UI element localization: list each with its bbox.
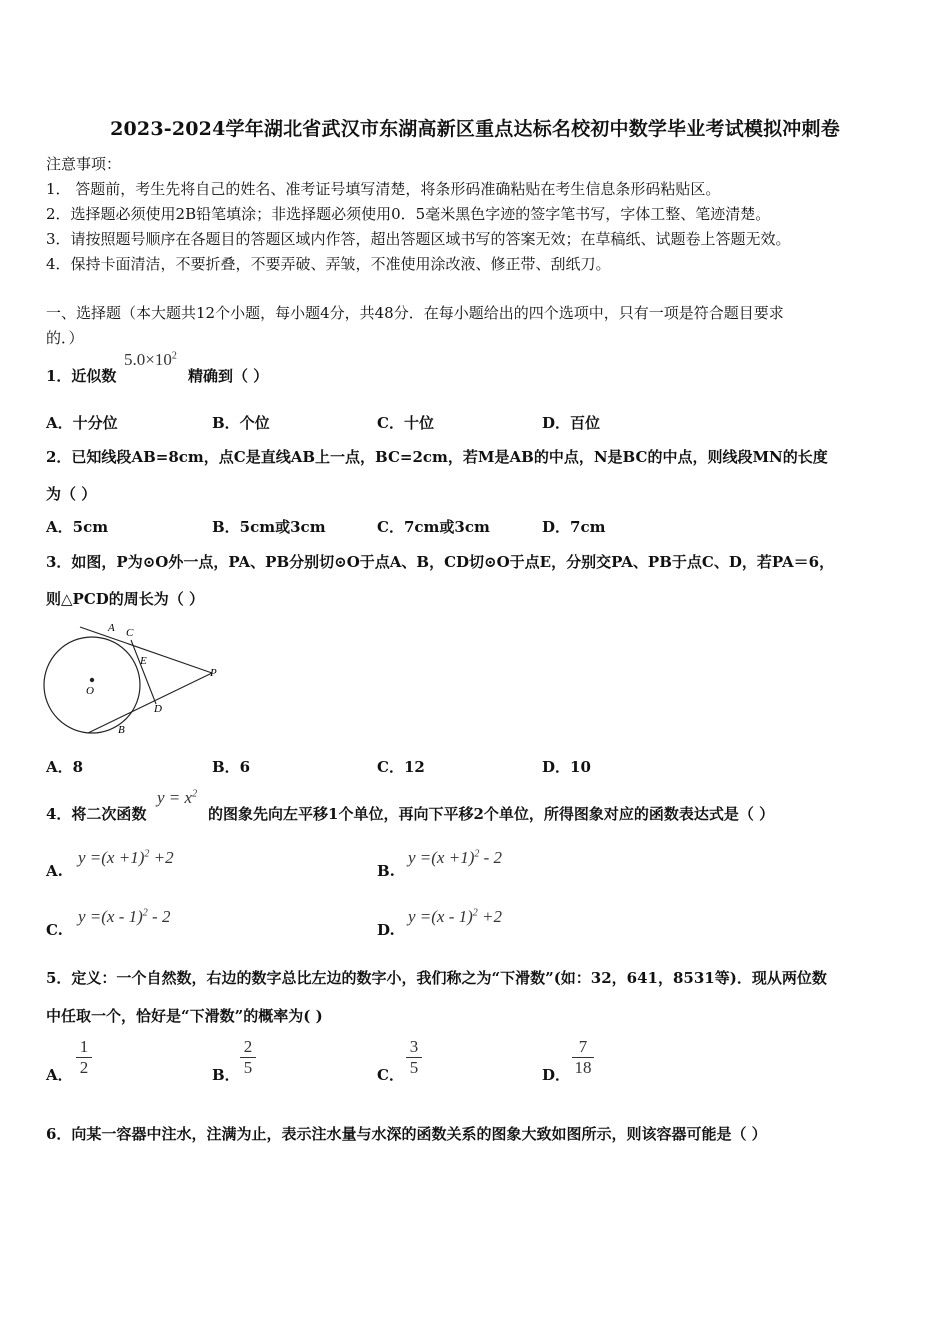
q5-option-a-label[interactable]: A． [46,1066,73,1084]
q5-option-a-fraction[interactable]: 1 2 [74,1037,94,1078]
q5-option-b-label[interactable]: B． [212,1066,240,1084]
q1-option-d[interactable]: D．百位 [542,414,601,432]
label-b: B [118,724,125,736]
q4-option-d-label[interactable]: D. [377,921,395,939]
q2-stem-cont: 为（ ） [46,485,97,503]
tangent-pb [88,673,212,733]
label-d: D [154,703,162,715]
q2-stem: 2．已知线段AB=8cm，点C是直线AB上一点，BC=2cm，若M是AB的中点，N是BC的中点，则线段MN的长度 [46,448,828,466]
q2-option-d[interactable]: D．7cm [542,518,606,536]
section-heading: 一、选择题（本大题共12个小题，每小题4分，共48分．在每小题给出的四个选项中，只有一项是符合题目要求 [46,304,784,322]
q3-option-c[interactable]: C．12 [377,758,425,776]
q1-option-c[interactable]: C．十位 [377,414,434,432]
notice-item: 3．请按照题号顺序在各题目的答题区域内作答，超出答题区域书写的答案无效；在草稿纸、试题卷上答题无效。 [46,230,791,248]
q2-option-c[interactable]: C．7cm或3cm [377,518,490,536]
q5-stem-cont: 中任取一个，恰好是“下滑数”的概率为( ) [46,1007,323,1025]
label-e: E [140,655,147,667]
label-o: O [86,685,94,697]
q1-suffix: 精确到（ ） [188,367,269,385]
section-heading-cont: 的．） [46,329,84,347]
q4-option-a-expr[interactable]: $y =(x +1)^2 +2$ [78,848,174,867]
q4-math: $y = x^2$ [157,788,198,807]
q4-option-a-label[interactable]: A. [46,862,63,880]
q4-suffix: 的图象先向左平移1个单位，再向下平移2个单位，所得图象对应的函数表达式是（ ） [208,805,775,823]
q3-option-d[interactable]: D．10 [542,758,591,776]
label-c: C [126,627,134,639]
q5-stem: 5．定义：一个自然数，右边的数字总比左边的数字小，我们称之为“下滑数”(如：32，641，8531等)．现从两位数 [46,969,827,987]
q5-option-c-label[interactable]: C． [377,1066,404,1084]
notice-item: 1． 答题前，考生先将自己的姓名、准考证号填写清楚，将条形码准确粘贴在考生信息条形码粘贴区。 [46,180,721,198]
notice-heading: 注意事项： [46,155,122,173]
notice-item: 4．保持卡面清洁，不要折叠，不要弄破、弄皱，不准使用涂改液、修正带、刮纸刀。 [46,255,611,273]
label-p: P [210,667,217,679]
q4-option-c-label[interactable]: C. [46,921,63,939]
q5-option-b-fraction[interactable]: 2 5 [238,1037,258,1078]
q2-option-a[interactable]: A．5cm [46,518,109,536]
q4-option-d-expr[interactable]: y =(x - 1)$^2$ +2 [408,907,503,926]
label-a: A [108,622,115,634]
q5-option-d-fraction[interactable]: 7 18 [570,1037,596,1078]
q3-stem: 3．如图，P为⊙O外一点，PA、PB分别切⊙O于点A、B，CD切⊙O于点E，分别交PA、PB于点C、D，若PA＝6， [46,553,835,571]
q1-option-b[interactable]: B．个位 [212,414,270,432]
q4-prefix: 4．将二次函数 [46,805,147,823]
q1-option-a[interactable]: A．十分位 [46,414,118,432]
notice-item: 2．选择题必须使用2B铅笔填涂；非选择题必须使用0．5毫米黑色字迹的签字笔书写，字体工整、笔迹清楚。 [46,205,771,223]
q4-option-b-expr[interactable]: $y =(x +1)^2 - 2$ [408,848,503,867]
q4-option-c-expr[interactable]: y =(x - 1)$^2$ - 2 [78,907,171,926]
q6-stem: 6．向某一容器中注水，注满为止，表示注水量与水深的函数关系的图象大致如图所示，则该容器可能是（ ） [46,1125,767,1143]
q1-math: $5.0\times 10^2$ [124,350,177,369]
q4-option-b-label[interactable]: B. [377,862,395,880]
q3-option-a[interactable]: A．8 [46,758,84,776]
page-title: 2023-2024学年湖北省武汉市东湖高新区重点达标名校初中数学毕业考试模拟冲刺卷 [110,118,840,140]
q3-option-b[interactable]: B．6 [212,758,251,776]
q3-stem-cont: 则△PCD的周长为（ ） [46,590,204,608]
q3-figure-tangent-circle [40,618,230,740]
q5-option-d-label[interactable]: D． [542,1066,571,1084]
q2-option-b[interactable]: B．5cm或3cm [212,518,326,536]
center-point [90,678,94,682]
q1-prefix: 1．近似数 [46,367,117,385]
q5-option-c-fraction[interactable]: 3 5 [404,1037,424,1078]
